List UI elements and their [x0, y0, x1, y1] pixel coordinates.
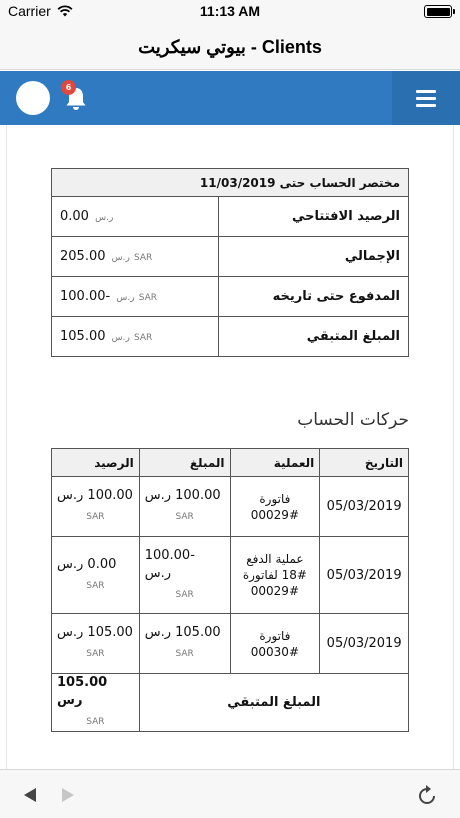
currency-code: SAR: [86, 580, 105, 591]
currency-code: SAR: [133, 253, 153, 263]
cell-operation: فاتورة #00030: [230, 614, 320, 674]
summary-amount: -100.00: [60, 289, 111, 304]
column-header-amount: المبلغ: [139, 449, 230, 477]
currency-code: SAR: [133, 333, 153, 343]
currency-code: SAR: [138, 293, 157, 303]
cell-date: 05/03/2019: [320, 477, 409, 537]
cell-date: 05/03/2019: [320, 614, 409, 674]
status-bar: [0, 0, 460, 24]
refresh-icon[interactable]: [416, 783, 438, 807]
amount-value: 100.00 ر.س: [144, 488, 221, 503]
cell-amount: [139, 477, 230, 537]
status-time: 11:13 AM: [199, 3, 261, 19]
currency-symbol: ر.س: [116, 293, 135, 303]
table-row: [52, 197, 409, 237]
table-row: [52, 477, 409, 537]
total-amount: 105.00 رس: [57, 675, 108, 708]
balance-value: 105.00 ر.س: [57, 625, 133, 640]
table-header-row: [52, 449, 409, 477]
nav-title: بيوتي سيكريت - Clients: [0, 24, 460, 70]
cell-balance: [52, 537, 140, 614]
table-row: [52, 237, 409, 277]
currency-code: SAR: [86, 717, 105, 727]
summary-value: [52, 277, 219, 317]
summary-value: [52, 237, 219, 277]
battery-icon: [424, 5, 452, 18]
cell-balance: [52, 477, 140, 537]
avatar[interactable]: [16, 81, 50, 115]
cell-date: 05/03/2019: [320, 537, 409, 614]
back-arrow-icon[interactable]: [24, 788, 36, 802]
currency-code: SAR: [175, 589, 194, 600]
currency-code: SAR: [175, 512, 194, 522]
hamburger-menu-icon[interactable]: [392, 71, 460, 125]
table-row: [52, 277, 409, 317]
total-label: المبلغ المتبقي: [139, 674, 408, 732]
summary-amount: 105.00: [60, 329, 106, 344]
notification-badge: 6: [61, 80, 76, 95]
bottom-toolbar: [0, 769, 460, 818]
content-border-right: [453, 126, 454, 769]
summary-title: مختصر الحساب حتى 11/03/2019: [52, 169, 409, 197]
amount-value: 105.00 ر.س: [144, 625, 221, 640]
account-movements-table: [51, 448, 409, 732]
carrier-label: Carrier: [8, 3, 51, 19]
content-area: [0, 126, 460, 769]
cell-operation: عملية الدفع #18 لفاتورة #00029: [230, 537, 320, 614]
cell-operation: فاتورة #00029: [230, 477, 320, 537]
account-summary-table: [51, 168, 409, 357]
currency-code: SAR: [86, 649, 105, 659]
column-header-date: التاريخ: [320, 449, 409, 477]
column-header-balance: الرصيد: [52, 449, 140, 477]
amount-value: -100.00 ر.س: [144, 547, 195, 581]
currency-symbol: ر.س: [111, 333, 130, 343]
balance-value: 100.00 ر.س: [57, 488, 133, 503]
content-border-left: [6, 126, 7, 769]
table-row: [52, 537, 409, 614]
summary-label: الإجمالي: [218, 237, 408, 277]
section-title-movements: حركات الحساب: [297, 410, 409, 430]
cell-balance: [52, 614, 140, 674]
summary-label: المدفوع حتى تاريخه: [218, 277, 408, 317]
total-value: [52, 674, 140, 732]
summary-amount: 205.00: [60, 249, 106, 264]
summary-label: الرصيد الافتتاحي: [218, 197, 408, 237]
summary-value: [52, 197, 219, 237]
cell-amount: [139, 537, 230, 614]
table-row: [52, 317, 409, 357]
currency-symbol: ر.س: [95, 213, 114, 223]
currency-code: SAR: [86, 512, 105, 522]
table-row: [52, 614, 409, 674]
currency-symbol: ر.س: [111, 253, 130, 263]
forward-arrow-icon[interactable]: [62, 788, 74, 802]
summary-value: [52, 317, 219, 357]
cell-amount: [139, 614, 230, 674]
total-row: [52, 674, 409, 732]
balance-value: 0.00 ر.س: [57, 556, 117, 572]
currency-code: SAR: [175, 649, 194, 659]
column-header-operation: العملية: [230, 449, 320, 477]
summary-label: المبلغ المتبقي: [218, 317, 408, 357]
summary-amount: 0.00: [60, 209, 89, 224]
